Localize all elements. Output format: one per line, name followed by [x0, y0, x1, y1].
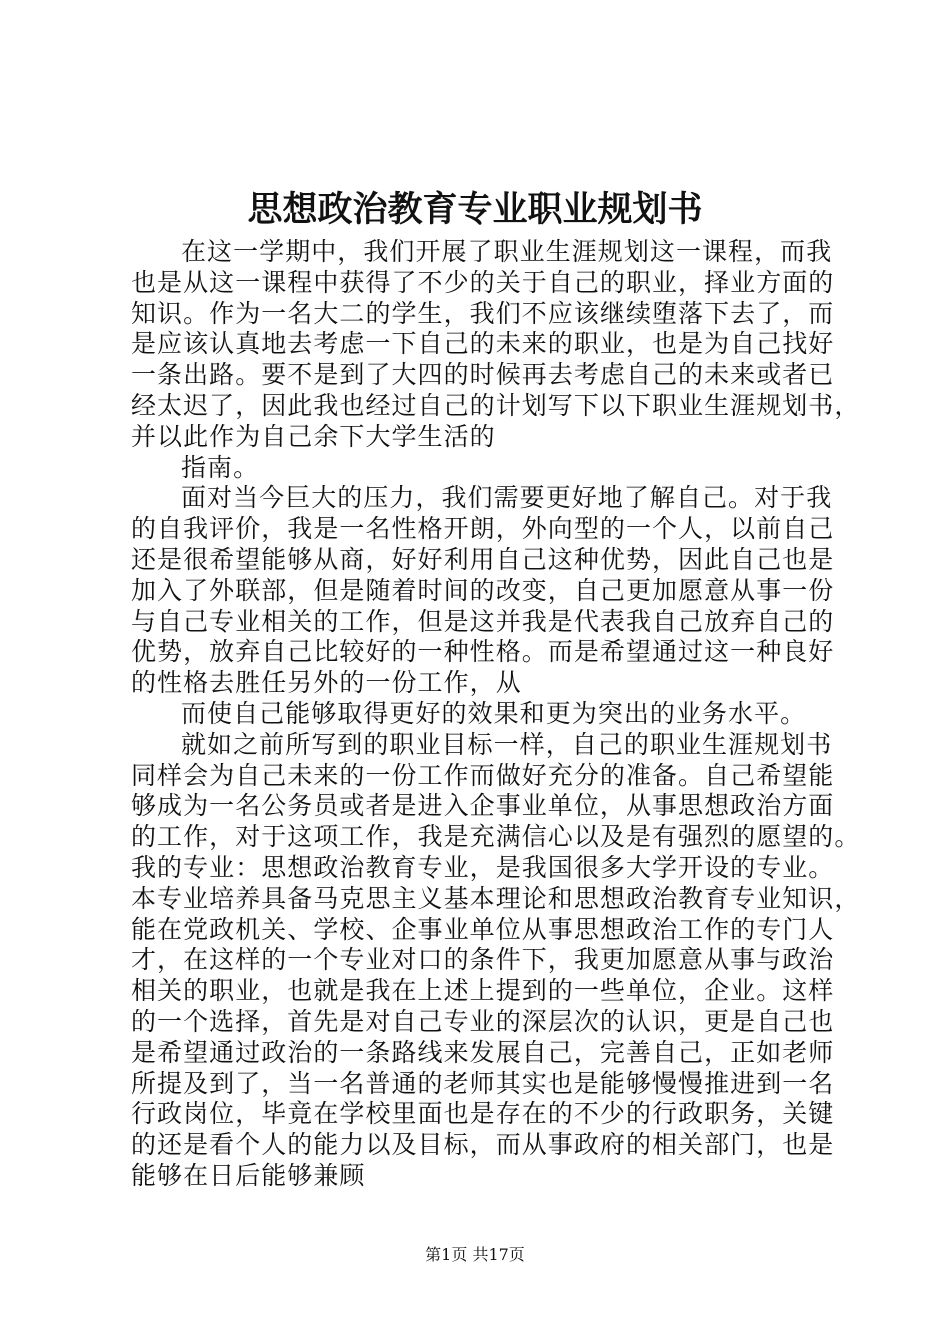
text-line: 一条出路。要不是到了大四的时候再去考虑自己的未来或者已: [131, 360, 835, 390]
text-line: 是应该认真地去考虑一下自己的未来的职业，也是为自己找好: [131, 329, 835, 359]
text-line: 与自己专业相关的工作，但是这并我是代表我自己放弃自己的: [131, 606, 835, 636]
text-line: 的还是看个人的能力以及目标，而从事政府的相关部门，也是: [131, 1130, 835, 1160]
text-line: 我的专业：思想政治教育专业，是我国很多大学开设的专业。: [131, 852, 835, 882]
text-line: 经太迟了，因此我也经过自己的计划写下以下职业生涯规划书，: [131, 390, 861, 420]
text-line: 才，在这样的一个专业对口的条件下，我更加愿意从事与政治: [131, 945, 835, 975]
text-line: 的一个选择，首先是对自己专业的深层次的认识，更是自己也: [131, 1006, 835, 1036]
text-line: 知识。作为一名大二的学生，我们不应该继续堕落下去了，而: [131, 298, 835, 328]
text-line: 而使自己能够取得更好的效果和更为突出的业务水平。: [181, 698, 807, 728]
text-line: 相关的职业，也就是我在上述上提到的一些单位，企业。这样: [131, 976, 835, 1006]
text-line: 本专业培养具备马克思主义基本理论和思想政治教育专业知识，: [131, 883, 861, 913]
text-line: 就如之前所写到的职业目标一样，自己的职业生涯规划书: [181, 729, 833, 759]
text-line: 的性格去胜任另外的一份工作，从: [131, 668, 522, 698]
text-line: 能够在日后能够兼顾: [131, 1160, 366, 1190]
text-line: 所提及到了，当一名普通的老师其实也是能够慢慢推进到一名: [131, 1068, 835, 1098]
text-line: 加入了外联部，但是随着时间的改变，自己更加愿意从事一份: [131, 575, 835, 605]
text-line: 的工作，对于这项工作，我是充满信心以及是有强烈的愿望的。: [131, 822, 861, 852]
page-number-footer: 第1页 共17页: [425, 1245, 525, 1264]
text-line: 在这一学期中，我们开展了职业生涯规划这一课程，而我: [181, 237, 833, 266]
text-line: 优势，放弃自己比较好的一种性格。而是希望通过这一种良好: [131, 637, 835, 667]
document-title: 思想政治教育专业职业规划书: [247, 189, 703, 230]
text-line: 行政岗位，毕竟在学校里面也是存在的不少的行政职务，关键: [131, 1099, 835, 1129]
document-body: [131, 237, 861, 1192]
text-line: 能在党政机关、学校、企事业单位从事思想政治工作的专门人: [131, 914, 835, 944]
text-line: 面对当今巨大的压力，我们需要更好地了解自己。对于我: [181, 483, 833, 513]
text-line: 也是从这一课程中获得了不少的关于自己的职业，择业方面的: [131, 267, 835, 297]
text-line: 指南。: [181, 452, 260, 482]
text-line: 的自我评价，我是一名性格开朗，外向型的一个人，以前自己: [131, 514, 835, 544]
text-line: 是希望通过政治的一条路线来发展自己，完善自己，正如老师: [131, 1037, 835, 1067]
text-line: 同样会为自己未来的一份工作而做好充分的准备。自己希望能: [131, 760, 835, 790]
text-line: 还是很希望能够从商，好好利用自己这种优势，因此自己也是: [131, 544, 835, 574]
text-line: 并以此作为自己余下大学生活的: [131, 421, 496, 451]
text-line: 够成为一名公务员或者是进入企事业单位，从事思想政治方面: [131, 791, 835, 821]
